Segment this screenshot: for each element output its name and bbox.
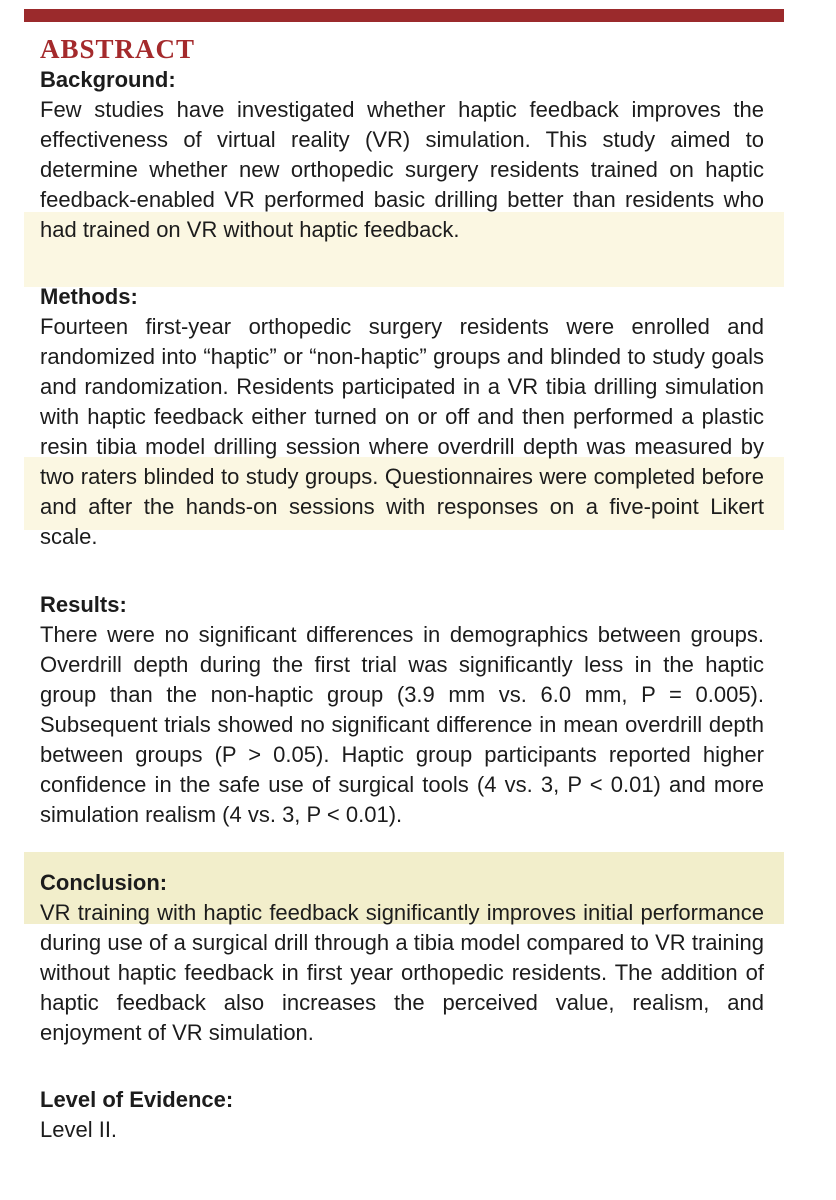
section-methods: [40, 282, 764, 552]
abstract-title: ABSTRACT: [40, 34, 196, 64]
section-heading: Level of Evidence:: [40, 1087, 234, 1112]
section-heading: Methods:: [40, 284, 138, 309]
section-body: Level II.: [40, 1117, 118, 1142]
section-heading: Results:: [40, 592, 127, 617]
section-results: [40, 590, 764, 830]
section-heading: Background:: [40, 67, 176, 92]
section-body: Few studies have investigated whether haptic feedback improves the effectiveness of virtual reality (VR) simulation. This study aimed to determine whether new orthopedic surgery residents trained on haptic feedback-enabled VR performed basic drilling better than residents who had trained on VR without haptic feedback.: [40, 97, 764, 242]
section-heading: Conclusion:: [40, 870, 168, 895]
section-body: There were no significant differences in demographics between groups. Overdrill depth during the first trial was significantly less in the haptic group than the non-haptic group (3.9 mm vs. 6.0 mm, P = 0.005). Subsequent trials showed no significant difference in mean overdrill depth between groups (P > 0.05). Haptic group participants reported higher confidence in the safe use of surgical tools (4 vs. 3, P < 0.01) and more simulation realism (4 vs. 3, P < 0.01).: [40, 622, 764, 827]
section-background: [40, 65, 764, 245]
section-level-of-evidence: [40, 1085, 764, 1145]
top-rule: [24, 9, 784, 22]
abstract-block: [40, 34, 764, 1145]
section-body: Fourteen first-year orthopedic surgery residents were enrolled and randomized into “haptic” or “non-haptic” groups and blinded to study goals and randomization. Residents participated in a VR tibia drilling simulation with haptic feedback either turned on or off and then performed a plastic resin tibia model drilling session where overdrill depth was measured by two raters blinded to study groups. Questionnaires were completed before and after the hands-on sessions with responses on a five-point Likert scale.: [40, 314, 764, 549]
section-body: VR training with haptic feedback significantly improves initial performance during use of a surgical drill through a tibia model compared to VR training without haptic feedback in first year orthopedic residents. The addition of haptic feedback also increases the perceived value, realism, and enjoyment of VR simulation.: [40, 900, 764, 1045]
section-conclusion: [40, 868, 764, 1048]
